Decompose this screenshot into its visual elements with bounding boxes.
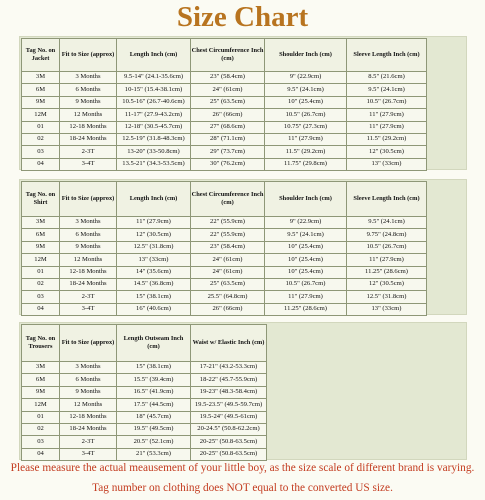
table-cell: 9.5" (24.1cm) xyxy=(265,84,347,96)
table-cell: 3-4T xyxy=(60,303,117,315)
table-cell: 22" (55.9cm) xyxy=(191,229,265,241)
table-cell: 25" (63.5cm) xyxy=(191,278,265,290)
table-cell: 19.5-24" (49.5-61cm) xyxy=(191,411,267,423)
table-cell: 9.5-14" (24.1-35.6cm) xyxy=(117,72,191,84)
table-cell: 18-24 Months xyxy=(60,278,117,290)
table-cell: 17-21" (43.2-53.3cm) xyxy=(191,362,267,374)
table-cell: 12" (30.5cm) xyxy=(347,146,427,158)
table-cell: 10" (25.4cm) xyxy=(265,254,347,266)
table-cell: 12M xyxy=(22,109,60,121)
table-cell: 20.5" (52.1cm) xyxy=(117,436,191,448)
table-row xyxy=(22,229,427,241)
table-cell: 24" (61cm) xyxy=(191,266,265,278)
table-cell: 25" (63.5cm) xyxy=(191,96,265,108)
table-row xyxy=(22,217,427,229)
table-cell: 9M xyxy=(22,96,60,108)
table-cell: 26" (66cm) xyxy=(191,109,265,121)
table-cell: 12.5-19" (31.8-48.3cm) xyxy=(117,133,191,145)
table-cell: 13" (33cm) xyxy=(117,254,191,266)
table-cell: 04 xyxy=(22,303,60,315)
trousers-size-table xyxy=(21,324,267,461)
table-cell: 11" (27.9cm) xyxy=(265,291,347,303)
table-cell: 03 xyxy=(22,146,60,158)
table-cell: 10.5" (26.7cm) xyxy=(265,278,347,290)
table-cell: 3 Months xyxy=(60,217,117,229)
jacket-size-panel xyxy=(19,36,467,170)
table-cell: 10" (25.4cm) xyxy=(265,241,347,253)
column-header: Fit to Size (approx) xyxy=(60,39,117,72)
table-row xyxy=(22,291,427,303)
table-cell: 15" (38.1cm) xyxy=(117,362,191,374)
table-cell: 12-18" (30.5-45.7cm) xyxy=(117,121,191,133)
table-cell: 9M xyxy=(22,386,60,398)
table-cell: 14.5" (36.8cm) xyxy=(117,278,191,290)
page-title: Size Chart xyxy=(176,1,309,33)
table-cell: 2-3T xyxy=(60,291,117,303)
table-cell: 11" (27.9cm) xyxy=(347,121,427,133)
table-cell: 2-3T xyxy=(60,146,117,158)
table-cell: 9.75" (24.8cm) xyxy=(347,229,427,241)
trousers-header-row xyxy=(22,325,267,362)
table-cell: 10.75" (27.3cm) xyxy=(265,121,347,133)
table-cell: 20-25" (50.8-63.5cm) xyxy=(191,436,267,448)
table-cell: 11" (27.9cm) xyxy=(347,254,427,266)
column-header: Shoulder Inch (cm) xyxy=(265,39,347,72)
table-cell: 19.5" (49.5cm) xyxy=(117,423,191,435)
table-row xyxy=(22,423,267,435)
table-cell: 9" (22.9cm) xyxy=(265,217,347,229)
table-cell: 9.5" (24.1cm) xyxy=(265,229,347,241)
table-cell: 10" (25.4cm) xyxy=(265,96,347,108)
column-header: Shoulder Inch (cm) xyxy=(265,182,347,217)
table-cell: 14" (35.6cm) xyxy=(117,266,191,278)
table-cell: 10-15" (15.4-38.1cm) xyxy=(117,84,191,96)
table-cell: 12-18 Months xyxy=(60,266,117,278)
table-cell: 02 xyxy=(22,278,60,290)
column-header: Tag No. on Jacket xyxy=(22,39,60,72)
table-cell: 16" (40.6cm) xyxy=(117,303,191,315)
table-row xyxy=(22,448,267,460)
table-cell: 20-25" (50.8-63.5cm) xyxy=(191,448,267,460)
table-cell: 12 Months xyxy=(60,254,117,266)
table-cell: 24" (61cm) xyxy=(191,84,265,96)
table-cell: 13-20" (33-50.8cm) xyxy=(117,146,191,158)
table-cell: 11.5" (29.2cm) xyxy=(347,133,427,145)
table-cell: 18-22" (45.7-55.9cm) xyxy=(191,374,267,386)
shirt-size-table xyxy=(21,181,427,316)
table-cell: 11.25" (28.6cm) xyxy=(265,303,347,315)
column-header: Fit to Size (approx) xyxy=(60,182,117,217)
table-cell: 02 xyxy=(22,423,60,435)
table-cell: 6M xyxy=(22,84,60,96)
table-cell: 27" (68.6cm) xyxy=(191,121,265,133)
table-cell: 15" (38.1cm) xyxy=(117,291,191,303)
table-cell: 13" (33cm) xyxy=(347,303,427,315)
column-header: Length Inch (cm) xyxy=(117,39,191,72)
table-cell: 29" (73.7cm) xyxy=(191,146,265,158)
table-cell: 10.5" (26.7cm) xyxy=(347,241,427,253)
table-cell: 03 xyxy=(22,436,60,448)
shirt-header-row xyxy=(22,182,427,217)
tag-number-note: Tag number on clothing does NOT equal to the converted US size. xyxy=(92,482,393,494)
table-cell: 18-24 Months xyxy=(60,423,117,435)
table-cell: 3 Months xyxy=(60,72,117,84)
table-cell: 16.5" (41.9cm) xyxy=(117,386,191,398)
table-cell: 11" (27.9cm) xyxy=(347,109,427,121)
table-cell: 2-3T xyxy=(60,436,117,448)
table-cell: 6 Months xyxy=(60,374,117,386)
table-cell: 9.5" (24.1cm) xyxy=(347,84,427,96)
table-cell: 9M xyxy=(22,241,60,253)
table-cell: 3M xyxy=(22,362,60,374)
table-cell: 23" (58.4cm) xyxy=(191,241,265,253)
table-cell: 22" (55.9cm) xyxy=(191,217,265,229)
measure-note: Please measure the actual meausement of your little boy, as the size scale of different brand is varying. xyxy=(10,462,475,474)
table-cell: 10" (25.4cm) xyxy=(265,266,347,278)
table-cell: 12M xyxy=(22,399,60,411)
table-cell: 11.75" (29.8cm) xyxy=(265,158,347,170)
table-row xyxy=(22,399,267,411)
table-cell: 3-4T xyxy=(60,448,117,460)
table-cell: 04 xyxy=(22,448,60,460)
table-cell: 02 xyxy=(22,133,60,145)
table-cell: 19.5-23.5" (49.5-59.7cm) xyxy=(191,399,267,411)
table-cell: 3M xyxy=(22,72,60,84)
table-row xyxy=(22,84,427,96)
table-row xyxy=(22,303,427,315)
table-cell: 13" (33cm) xyxy=(347,158,427,170)
table-cell: 11" (27.9cm) xyxy=(265,133,347,145)
table-cell: 12M xyxy=(22,254,60,266)
table-cell: 01 xyxy=(22,266,60,278)
table-cell: 10.5-16" (26.7-40.6cm) xyxy=(117,96,191,108)
table-cell: 9" (22.9cm) xyxy=(265,72,347,84)
table-cell: 12-18 Months xyxy=(60,411,117,423)
table-row xyxy=(22,278,427,290)
trousers-size-panel xyxy=(19,322,467,460)
table-cell: 15.5" (39.4cm) xyxy=(117,374,191,386)
table-cell: 25.5" (64.8cm) xyxy=(191,291,265,303)
table-cell: 10.5" (26.7cm) xyxy=(347,96,427,108)
table-cell: 12 Months xyxy=(60,399,117,411)
column-header: Tag No. on Shirt xyxy=(22,182,60,217)
table-cell: 21" (53.3cm) xyxy=(117,448,191,460)
table-cell: 11" (27.9cm) xyxy=(117,217,191,229)
table-row xyxy=(22,72,427,84)
table-row xyxy=(22,374,267,386)
table-cell: 9 Months xyxy=(60,96,117,108)
table-cell: 12.5" (31.8cm) xyxy=(117,241,191,253)
table-cell: 3 Months xyxy=(60,362,117,374)
table-cell: 17.5" (44.5cm) xyxy=(117,399,191,411)
table-cell: 12-18 Months xyxy=(60,121,117,133)
table-cell: 3M xyxy=(22,217,60,229)
table-cell: 11.5" (29.2cm) xyxy=(265,146,347,158)
table-row xyxy=(22,96,427,108)
column-header: Sleeve Length Inch (cm) xyxy=(347,182,427,217)
table-cell: 30" (76.2cm) xyxy=(191,158,265,170)
table-row xyxy=(22,158,427,170)
column-header: Length Inch (cm) xyxy=(117,182,191,217)
table-row xyxy=(22,362,267,374)
column-header: Length Outseam Inch (cm) xyxy=(117,325,191,362)
table-cell: 6 Months xyxy=(60,229,117,241)
table-cell: 20-24.5" (50.8-62.2cm) xyxy=(191,423,267,435)
table-row xyxy=(22,241,427,253)
column-header: Tag No. on Trousers xyxy=(22,325,60,362)
table-row xyxy=(22,254,427,266)
column-header: Chest Circumference Inch (cm) xyxy=(191,39,265,72)
table-cell: 12" (30.5cm) xyxy=(347,278,427,290)
table-cell: 23" (58.4cm) xyxy=(191,72,265,84)
table-row xyxy=(22,436,267,448)
table-cell: 01 xyxy=(22,411,60,423)
jacket-header-row xyxy=(22,39,427,72)
column-header: Fit to Size (approx) xyxy=(60,325,117,362)
table-cell: 26" (66cm) xyxy=(191,303,265,315)
table-cell: 03 xyxy=(22,291,60,303)
table-row xyxy=(22,133,427,145)
table-cell: 3-4T xyxy=(60,158,117,170)
table-row xyxy=(22,266,427,278)
table-cell: 6 Months xyxy=(60,84,117,96)
table-row xyxy=(22,109,427,121)
table-cell: 9 Months xyxy=(60,386,117,398)
table-cell: 12" (30.5cm) xyxy=(117,229,191,241)
table-cell: 10.5" (26.7cm) xyxy=(265,109,347,121)
column-header: Waist w/ Elastic Inch (cm) xyxy=(191,325,267,362)
table-cell: 28" (71.1cm) xyxy=(191,133,265,145)
table-cell: 12 Months xyxy=(60,109,117,121)
table-row xyxy=(22,146,427,158)
column-header: Sleeve Length Inch (cm) xyxy=(347,39,427,72)
jacket-size-table xyxy=(21,38,427,171)
table-cell: 9.5" (24.1cm) xyxy=(347,217,427,229)
table-cell: 11-17" (27.9-43.2cm) xyxy=(117,109,191,121)
column-header: Chest Circumference Inch (cm) xyxy=(191,182,265,217)
table-cell: 18" (45.7cm) xyxy=(117,411,191,423)
table-cell: 24" (61cm) xyxy=(191,254,265,266)
table-cell: 12.5" (31.8cm) xyxy=(347,291,427,303)
table-cell: 8.5" (21.6cm) xyxy=(347,72,427,84)
shirt-size-panel xyxy=(19,179,467,315)
table-cell: 01 xyxy=(22,121,60,133)
table-cell: 04 xyxy=(22,158,60,170)
table-cell: 9 Months xyxy=(60,241,117,253)
table-row xyxy=(22,411,267,423)
table-row xyxy=(22,386,267,398)
table-cell: 11.25" (28.6cm) xyxy=(347,266,427,278)
table-cell: 6M xyxy=(22,229,60,241)
table-cell: 19-23" (48.3-58.4cm) xyxy=(191,386,267,398)
table-cell: 18-24 Months xyxy=(60,133,117,145)
table-cell: 6M xyxy=(22,374,60,386)
table-cell: 13.5-21" (34.3-53.5cm) xyxy=(117,158,191,170)
table-row xyxy=(22,121,427,133)
